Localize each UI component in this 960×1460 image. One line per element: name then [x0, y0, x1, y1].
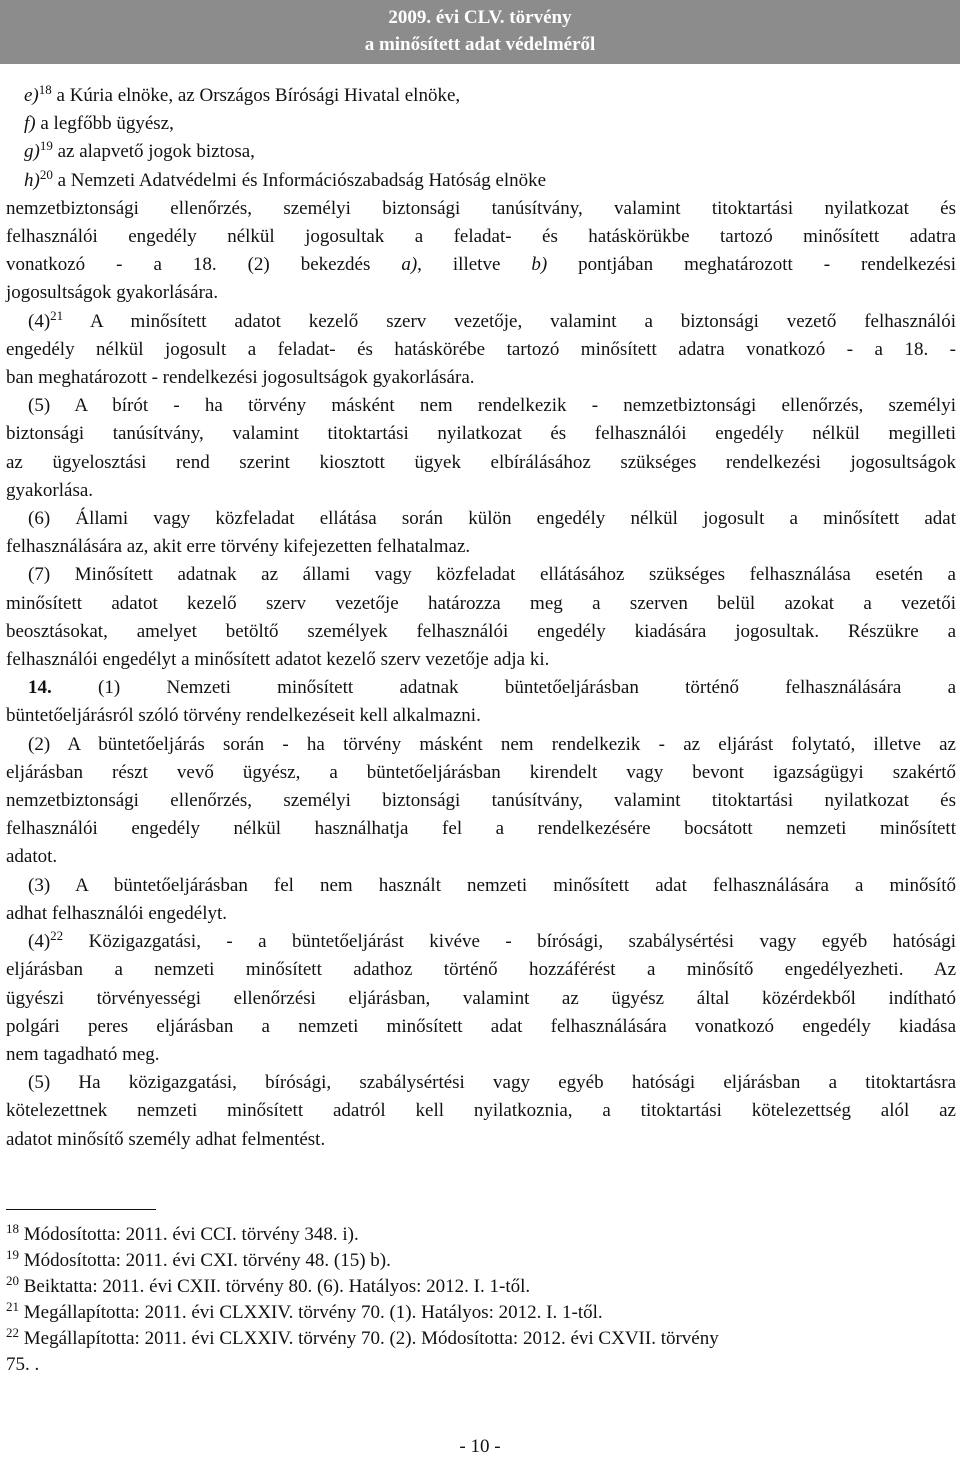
paragraph-line: $(4)^{22}$ Közigazgatási, - a büntetőeljárást kivéve - bírósági, szabálysértési vagy egyéb hatósági [28, 928, 956, 953]
paragraph-line: ban meghatározott - rendelkezési jogosultságok gyakorlására. [6, 367, 475, 389]
paragraph-line: kötelezettnek nemzeti minősített adatról kell nyilatkoznia, a titoktartási kötelezettség alól az [6, 1100, 956, 1122]
paragraph-line: biztonsági tanúsítvány, valamint titoktartási nyilatkozat és felhasználói engedély nélkül megilleti [6, 423, 956, 445]
paragraph-line: minősített adatot kezelő szerv vezetője határozza meg a szerven belül azokat a vezetői [6, 592, 956, 614]
footnote: $^{20}$ Beiktatta: 2011. évi CXII. törvény 80. (6). Hatályos: 2012. I. 1-től. [6, 1273, 531, 1297]
paragraph-line: jogosultságok gyakorlására. [6, 282, 219, 304]
paragraph-line: (2) A büntetőeljárás során - ha törvény másként nem rendelkezik - az eljárást folytató, illetve az [28, 733, 956, 755]
paragraph-line: felhasználására az, akit erre törvény kifejezetten felhatalmaz. [6, 536, 471, 558]
paragraph-line: (5) Ha közigazgatási, bírósági, szabálysértési vagy egyéb hatósági eljárásban a titoktartásra [28, 1072, 956, 1094]
footnote: 75. . [6, 1354, 40, 1375]
paragraph-line: $(4)^{21}$ A minősített adatot kezelő szerv vezetője, valamint a biztonsági vezető felhasználói [28, 307, 956, 332]
list-item: h)$^{20}$ a Nemzeti Adatvédelmi és Információszabadság Hatóság elnöke [24, 166, 547, 191]
paragraph-line: az ügyelosztási rend szerint kiosztott ügyek elbírálásához szükséges rendelkezési jogosultságok [6, 451, 956, 473]
footnote: $^{18}$ Módosította: 2011. évi CCI. törvény 348. i). [6, 1221, 359, 1245]
paragraph-line: büntetőeljárásról szóló törvény rendelkezéseit kell alkalmazni. [6, 705, 481, 727]
header-title [360, 4, 600, 58]
paragraph-line: (6) Állami vagy közfeladat ellátása során külön engedély nélkül jogosult a minősített adat [28, 508, 956, 530]
footnote: $^{22}$ Megállapította: 2011. évi CLXXIV. törvény 70. (2). Módosította: 2012. évi CXVII. törvény [6, 1325, 719, 1349]
paragraph-line: felhasználói engedélyt a minősített adatot kezelő szerv vezetője adja ki. [6, 649, 550, 671]
paragraph-line: ügyészi törvényességi ellenőrzési eljárásban, valamint az ügyész által közérdekből indítható [6, 987, 956, 1009]
paragraph-line: adhat felhasználói engedélyt. [6, 902, 228, 924]
paragraph-line: (3) A büntetőeljárásban fel nem használt nemzeti minősített adat felhasználására a minősítő [28, 874, 956, 896]
paragraph-line: polgári peres eljárásban a nemzeti minősített adat felhasználására vonatkozó engedély kiadása [6, 1015, 956, 1037]
footnotes [6, 1222, 956, 1378]
list-item: g)$^{19}$ az alapvető jogok biztosa, [24, 138, 255, 163]
paragraph-line: (5) A bírót - ha törvény másként nem rendelkezik - nemzetbiztonsági ellenőrzés, személyi [28, 395, 956, 417]
footnote: $^{19}$ Módosította: 2011. évi CXI. törvény 48. (15) b). [6, 1247, 391, 1271]
paragraph-line: felhasználói engedély nélkül jogosultak a feladat- és hatáskörükbe tartozó minősített adatra [6, 226, 956, 248]
section-number: 14. [28, 677, 52, 699]
page-body [6, 82, 956, 1154]
list-item: e)$^{18}$ a Kúria elnöke, az Országos Bírósági Hivatal elnöke, [24, 82, 461, 106]
paragraph-line: nem tagadható meg. [6, 1043, 160, 1065]
header-line-1: 2009. évi CLV. törvény [388, 7, 572, 28]
paragraph-line: (7) Minősített adatnak az állami vagy közfeladat ellátásához szükséges felhasználása esetén a [28, 564, 956, 586]
footnote-divider [6, 1209, 156, 1210]
paragraph-line: nemzetbiztonsági ellenőrzés, személyi biztonsági tanúsítvány, valamint titoktartási nyilatkozat és [6, 197, 956, 219]
paragraph-line: felhasználói engedély nélkül használhatja fel a rendelkezésére bocsátott nemzeti minősített [6, 818, 956, 840]
paragraph-line: vonatkozó - a 18. (2) bekezdés a), illetve b) pontjában meghatározott - rendelkezési [6, 254, 957, 276]
paragraph-line: eljárásban a nemzeti minősített adathoz történő hozzáférést a minősítő engedélyezheti. Az [6, 959, 956, 981]
header-line-2: a minősített adat védelméről [364, 34, 596, 55]
document-header [0, 0, 960, 64]
paragraph-line: adatot. [6, 846, 58, 868]
section-heading-line: 14. (1) Nemzeti minősített adatnak büntetőeljárásban történő felhasználására a [28, 677, 956, 699]
footnote: $^{21}$ Megállapította: 2011. évi CLXXIV. törvény 70. (1). Hatályos: 2012. I. 1-től. [6, 1299, 603, 1323]
paragraph-line: eljárásban részt vevő ügyész, a büntetőeljárásban kirendelt vagy bevont igazságügyi szakértő [6, 761, 956, 783]
paragraph-line: adatot minősítő személy adhat felmentést. [6, 1128, 326, 1150]
paragraph-line: gyakorlása. [6, 479, 94, 501]
page-number: - 10 - [459, 1436, 501, 1457]
paragraph-line: beosztásokat, amelyet betöltő személyek felhasználói engedély kiadására jogosultak. Részükre a [6, 620, 956, 642]
paragraph-line: engedély nélkül jogosult a feladat- és hatáskörébe tartozó minősített adatra vonatkozó - a 18. - [6, 338, 956, 360]
paragraph-line: nemzetbiztonsági ellenőrzés, személyi biztonsági tanúsítvány, valamint titoktartási nyilatkozat és [6, 790, 956, 812]
list-item: f) a legfőbb ügyész, [24, 113, 174, 135]
